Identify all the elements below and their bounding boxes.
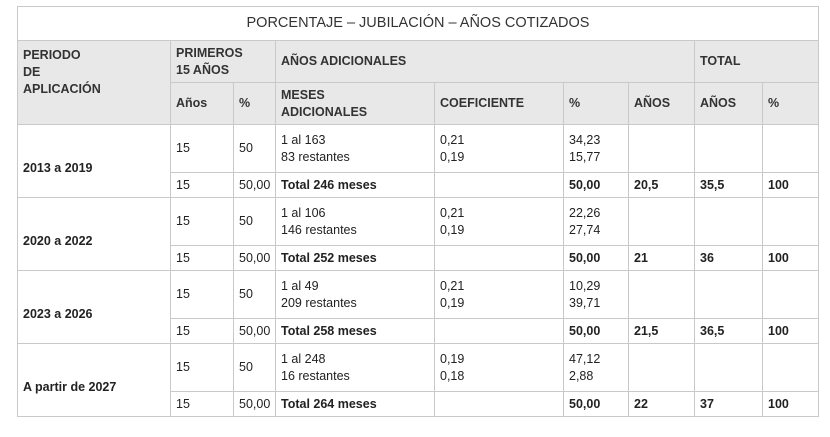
header-total-pct: % bbox=[763, 83, 819, 125]
header-periodo-line2: DE bbox=[23, 65, 41, 79]
header-primeros bbox=[171, 41, 276, 83]
pct-line: 27,74 bbox=[569, 222, 601, 237]
total-meses-cell: Total 264 meses bbox=[276, 392, 435, 417]
pct-cell: 50 bbox=[234, 125, 276, 173]
table-row bbox=[18, 198, 819, 246]
meses-line: 209 restantes bbox=[281, 295, 357, 310]
header-pct-adicional: % bbox=[564, 83, 629, 125]
total-anos-cell: 37 bbox=[695, 392, 763, 417]
header-total-anos: AÑOS bbox=[695, 83, 763, 125]
empty-cell bbox=[763, 344, 819, 392]
pct-line: 22,26 bbox=[569, 205, 601, 220]
header-anos: Años bbox=[171, 83, 234, 125]
meses-cell bbox=[276, 198, 435, 246]
empty-cell bbox=[695, 344, 763, 392]
header-pct: % bbox=[234, 83, 276, 125]
header-anos-adicional: AÑOS bbox=[629, 83, 695, 125]
empty-cell bbox=[435, 319, 564, 344]
anos-cell: 15 bbox=[171, 319, 234, 344]
total-anos-cell: 36,5 bbox=[695, 319, 763, 344]
pct-line: 10,29 bbox=[569, 278, 601, 293]
anos-cell: 15 bbox=[171, 173, 234, 198]
header-primeros-line1: PRIMEROS bbox=[176, 46, 243, 60]
table-row bbox=[18, 344, 819, 392]
pct-line: 2,88 bbox=[569, 368, 594, 383]
pct-cell: 50,00 bbox=[234, 319, 276, 344]
coef-line: 0,18 bbox=[440, 368, 465, 383]
empty-cell bbox=[695, 125, 763, 173]
total-anos-cell: 35,5 bbox=[695, 173, 763, 198]
empty-cell bbox=[629, 271, 695, 319]
empty-cell bbox=[435, 173, 564, 198]
coef-line: 0,19 bbox=[440, 351, 465, 366]
header-adicionales: AÑOS ADICIONALES bbox=[276, 41, 695, 83]
anos-adic-cell: 22 bbox=[629, 392, 695, 417]
pct-adic-cell bbox=[564, 125, 629, 173]
total-meses-cell: Total 252 meses bbox=[276, 246, 435, 271]
meses-line: 1 al 49 bbox=[281, 278, 319, 293]
coef-cell bbox=[435, 198, 564, 246]
meses-line: 16 restantes bbox=[281, 368, 350, 383]
header-meses-adicionales bbox=[276, 83, 435, 125]
total-anos-cell: 36 bbox=[695, 246, 763, 271]
pct-cell: 50 bbox=[234, 271, 276, 319]
total-pct-cell: 100 bbox=[763, 173, 819, 198]
meses-line: 1 al 106 bbox=[281, 205, 326, 220]
period-cell: 2013 a 2019 bbox=[18, 125, 171, 198]
pct-line: 34,23 bbox=[569, 132, 601, 147]
empty-cell bbox=[629, 125, 695, 173]
empty-cell bbox=[629, 344, 695, 392]
header-periodo-line1: PERIODO bbox=[23, 48, 81, 62]
coef-line: 0,19 bbox=[440, 149, 465, 164]
pct-adic-cell bbox=[564, 344, 629, 392]
anos-cell: 15 bbox=[171, 271, 234, 319]
table-row bbox=[18, 125, 819, 173]
period-cell: 2020 a 2022 bbox=[18, 198, 171, 271]
empty-cell bbox=[763, 198, 819, 246]
anos-cell: 15 bbox=[171, 198, 234, 246]
pct-total-cell: 50,00 bbox=[564, 173, 629, 198]
anos-adic-cell: 21,5 bbox=[629, 319, 695, 344]
coef-line: 0,19 bbox=[440, 222, 465, 237]
header-periodo bbox=[18, 41, 171, 125]
anos-cell: 15 bbox=[171, 125, 234, 173]
total-pct-cell: 100 bbox=[763, 246, 819, 271]
coef-cell bbox=[435, 125, 564, 173]
table-row bbox=[18, 271, 819, 319]
period-cell: A partir de 2027 bbox=[18, 344, 171, 417]
coef-cell bbox=[435, 344, 564, 392]
empty-cell bbox=[763, 271, 819, 319]
pct-cell: 50 bbox=[234, 344, 276, 392]
total-meses-cell: Total 258 meses bbox=[276, 319, 435, 344]
header-total: TOTAL bbox=[695, 41, 819, 83]
meses-line: 1 al 163 bbox=[281, 132, 326, 147]
anos-adic-cell: 21 bbox=[629, 246, 695, 271]
pct-line: 47,12 bbox=[569, 351, 601, 366]
coef-line: 0,21 bbox=[440, 132, 465, 147]
table-container bbox=[17, 6, 818, 417]
pct-cell: 50 bbox=[234, 198, 276, 246]
empty-cell bbox=[435, 246, 564, 271]
empty-cell bbox=[695, 271, 763, 319]
empty-cell bbox=[763, 125, 819, 173]
pension-table bbox=[17, 6, 819, 417]
pct-cell: 50,00 bbox=[234, 173, 276, 198]
pct-cell: 50,00 bbox=[234, 246, 276, 271]
table-title: PORCENTAJE – JUBILACIÓN – AÑOS COTIZADOS bbox=[18, 7, 819, 41]
header-periodo-line3: APLICACIÓN bbox=[23, 82, 101, 96]
empty-cell bbox=[435, 392, 564, 417]
meses-line: 146 restantes bbox=[281, 222, 357, 237]
total-meses-cell: Total 246 meses bbox=[276, 173, 435, 198]
coef-line: 0,19 bbox=[440, 295, 465, 310]
pct-total-cell: 50,00 bbox=[564, 246, 629, 271]
pct-line: 39,71 bbox=[569, 295, 601, 310]
pct-cell: 50,00 bbox=[234, 392, 276, 417]
coef-cell bbox=[435, 271, 564, 319]
empty-cell bbox=[629, 198, 695, 246]
pct-total-cell: 50,00 bbox=[564, 319, 629, 344]
meses-line: 83 restantes bbox=[281, 149, 350, 164]
total-pct-cell: 100 bbox=[763, 392, 819, 417]
coef-line: 0,21 bbox=[440, 205, 465, 220]
header-coeficiente: COEFICIENTE bbox=[435, 83, 564, 125]
anos-cell: 15 bbox=[171, 344, 234, 392]
empty-cell bbox=[695, 198, 763, 246]
meses-cell bbox=[276, 125, 435, 173]
header-meses-line2: ADICIONALES bbox=[281, 104, 368, 119]
anos-adic-cell: 20,5 bbox=[629, 173, 695, 198]
anos-cell: 15 bbox=[171, 246, 234, 271]
pct-total-cell: 50,00 bbox=[564, 392, 629, 417]
total-pct-cell: 100 bbox=[763, 319, 819, 344]
period-cell: 2023 a 2026 bbox=[18, 271, 171, 344]
pct-adic-cell bbox=[564, 198, 629, 246]
anos-cell: 15 bbox=[171, 392, 234, 417]
header-meses-line1: MESES bbox=[281, 87, 325, 102]
pct-line: 15,77 bbox=[569, 149, 601, 164]
meses-cell bbox=[276, 271, 435, 319]
meses-cell bbox=[276, 344, 435, 392]
coef-line: 0,21 bbox=[440, 278, 465, 293]
pct-adic-cell bbox=[564, 271, 629, 319]
meses-line: 1 al 248 bbox=[281, 351, 326, 366]
header-primeros-line2: 15 AÑOS bbox=[176, 63, 230, 77]
